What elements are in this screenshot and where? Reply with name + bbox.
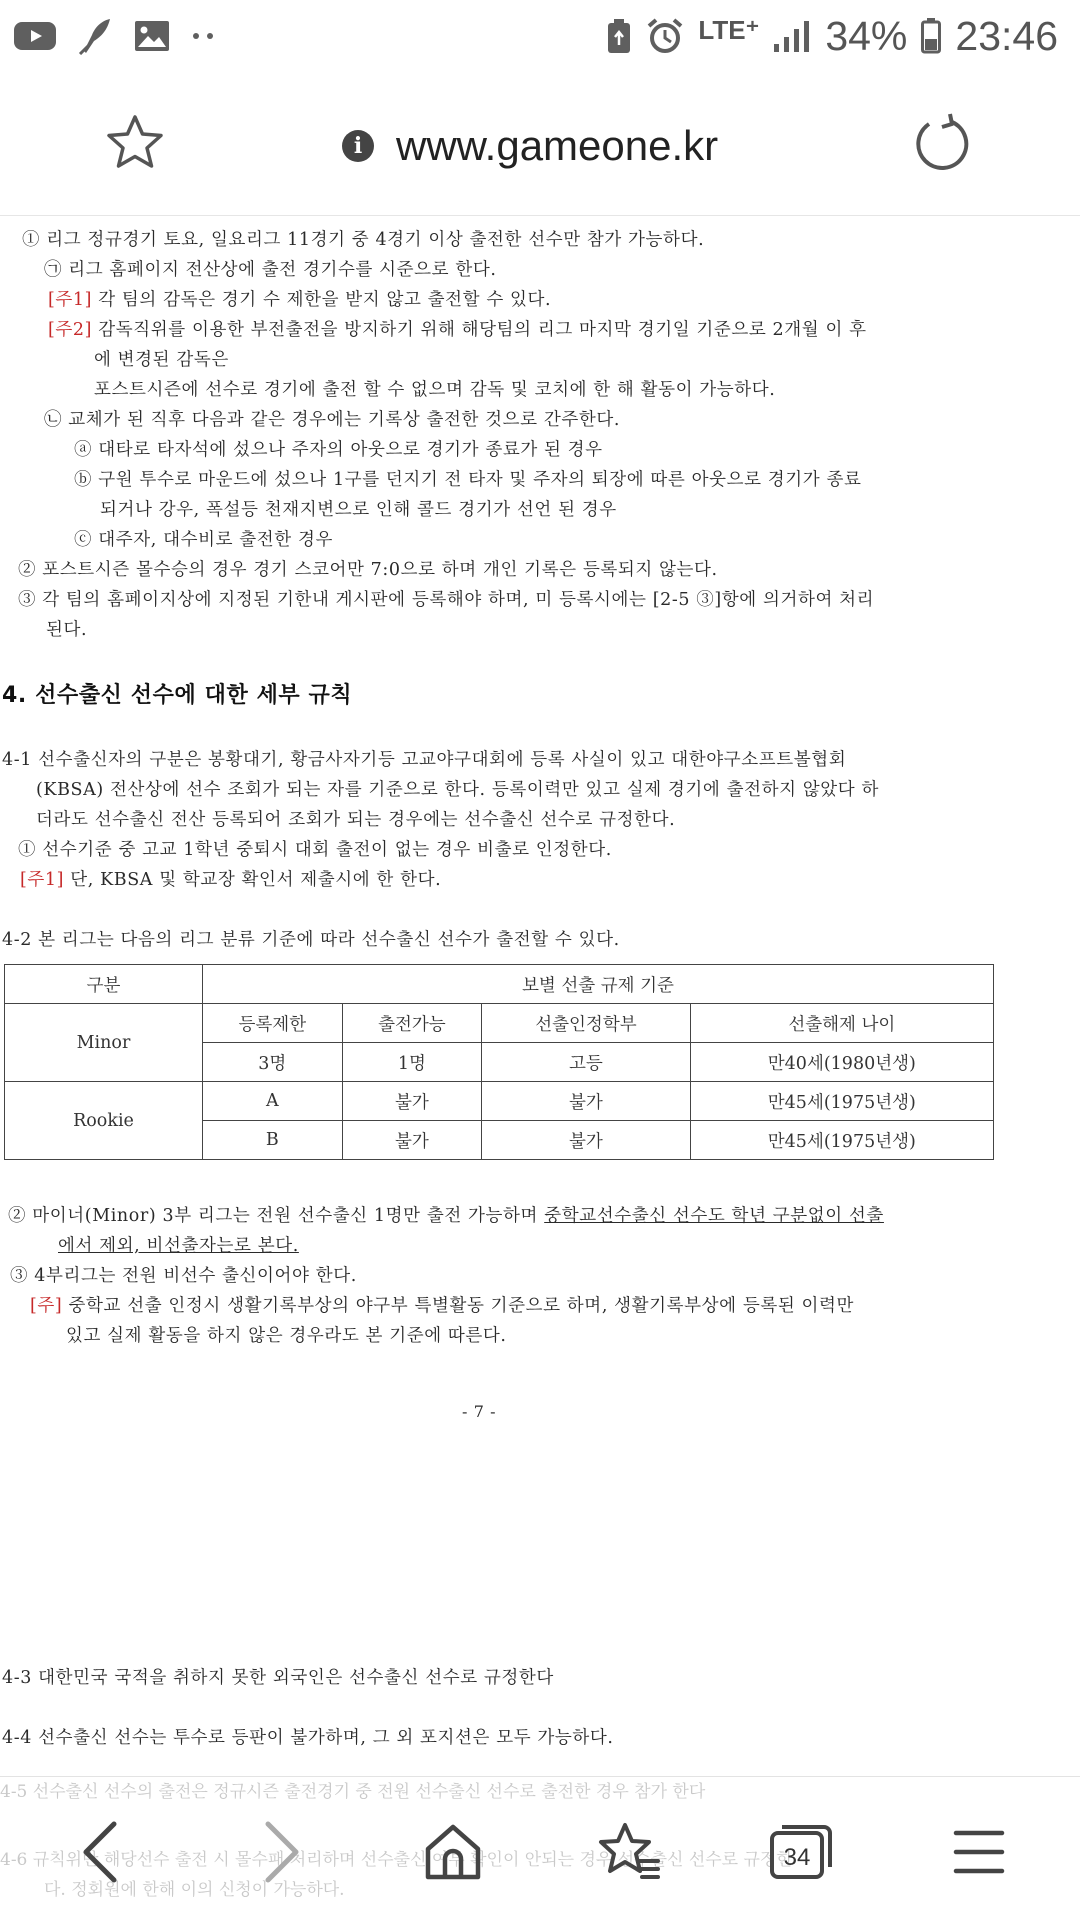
table-cell: 만45세(1975년생): [690, 1082, 993, 1121]
tab-count: 34: [783, 1844, 811, 1871]
table-row-label: Rookie: [5, 1082, 203, 1160]
doc-line: 된다.: [46, 620, 88, 640]
doc-line: 4-4 선수출신 선수는 투수로 등판이 불가하며, 그 외 포지션은 모두 가능하다.: [2, 1728, 614, 1748]
doc-line: [48, 316, 867, 341]
battery-icon: [921, 18, 941, 54]
battery-saver-icon: [606, 17, 632, 55]
doc-line: 되거나 강우, 폭설등 천재지변으로 인해 콜드 경기가 선언 된 경우: [100, 500, 617, 520]
note-tag: [주1]: [20, 870, 65, 890]
doc-line: ⓑ 구원 투수로 마운드에 섰으나 1구를 던지기 전 타자 및 주자의 퇴장에 따른 아웃으로 경기가 종료: [74, 470, 862, 490]
doc-line: ㉠ 리그 홈페이지 전산상에 출전 경기수를 시준으로 한다.: [44, 260, 497, 280]
doc-line: 더라도 선수출신 전산 등록되어 조회가 되는 경우에는 선수출신 선수로 규정한다.: [36, 810, 676, 830]
home-icon[interactable]: [418, 1817, 488, 1887]
info-icon[interactable]: i: [342, 130, 374, 162]
table-cell: 불가: [482, 1121, 690, 1160]
note-tag: [주2]: [48, 320, 93, 340]
quill-icon: [78, 17, 112, 55]
browser-bottom-nav: [0, 1776, 1080, 1921]
table-cell: 1명: [342, 1043, 482, 1082]
table-row: [5, 1082, 994, 1121]
bookmarks-icon[interactable]: [594, 1817, 664, 1887]
forward-icon[interactable]: [246, 1817, 316, 1887]
table-row: [5, 965, 994, 1004]
league-rules-table: [4, 964, 994, 1160]
table-header-cell: 선출해제 나이: [690, 1004, 993, 1043]
doc-line-text: 각 팀의 감독은 경기 수 제한을 받지 않고 출전할 수 있다.: [92, 290, 552, 310]
faded-doc-line: 4-6 규칙위반 해당선수 출전 시 몰수패 처리하며 선수출신 여부 확인이 안되는 경우 선수출신 선수로 규정한: [0, 1850, 793, 1870]
table-header-cell: 보별 선출 규제 기준: [203, 965, 994, 1004]
table-cell: 불가: [482, 1082, 690, 1121]
doc-line: ⓒ 대주자, 대수비로 출전한 경우: [74, 530, 333, 550]
table-cell: 만40세(1980년생): [690, 1043, 993, 1082]
doc-line-text: ② 마이너(Minor) 3부 리그는 전원 선수출신 1명만 출전 가능하며: [8, 1206, 545, 1226]
doc-line: 4-3 대한민국 국적을 취하지 못한 외국인은 선수출신 선수로 규정한다: [2, 1668, 554, 1688]
reload-icon[interactable]: [912, 112, 974, 178]
doc-line: [8, 1202, 884, 1227]
notification-icons: [14, 17, 216, 55]
browser-toolbar: [0, 72, 1080, 216]
table-cell: 만45세(1975년생): [690, 1121, 993, 1160]
doc-line: ① 리그 정규경기 토요, 일요리그 11경기 중 4경기 이상 출전한 선수만 참가 가능하다.: [22, 230, 705, 250]
url-text[interactable]: www.gameone.kr: [396, 122, 719, 169]
battery-percent: 34%: [825, 12, 908, 59]
note-tag: [주1]: [48, 290, 93, 310]
table-header-cell: 등록제한: [203, 1004, 343, 1043]
doc-line: 에서 제외, 비선출자는로 본다.: [58, 1236, 299, 1256]
doc-line: 있고 실제 활동을 하지 않은 경우라도 본 기준에 따른다.: [66, 1326, 507, 1346]
signal-icon: [773, 18, 811, 54]
doc-line: ③ 4부리그는 전원 비선수 출신이어야 한다.: [10, 1266, 357, 1286]
table-cell: 불가: [342, 1082, 482, 1121]
doc-line: 4-2 본 리그는 다음의 리그 분류 기준에 따라 선수출신 선수가 출전할 수 있다.: [2, 930, 620, 950]
tabs-icon[interactable]: [766, 1817, 836, 1887]
doc-line: 포스트시즌에 선수로 경기에 출전 할 수 없으며 감독 및 코치에 한 해 활동이 가능하다.: [94, 380, 776, 400]
doc-line: ㉡ 교체가 된 직후 다음과 같은 경우에는 기록상 출전한 것으로 간주한다.: [44, 410, 621, 430]
doc-line: 에 변경된 감독은: [94, 350, 229, 370]
table-cell: 불가: [342, 1121, 482, 1160]
lte-icon: LTE⁺: [698, 14, 760, 45]
doc-line: ⓐ 대타로 타자석에 섰으나 주자의 아웃으로 경기가 종료가 된 경우: [74, 440, 603, 460]
youtube-icon: [14, 20, 56, 52]
table-header-cell: 선출인정학부: [482, 1004, 690, 1043]
section-heading: 4. 선수출신 선수에 대한 세부 규칙: [2, 683, 353, 708]
bookmark-star-icon[interactable]: [104, 112, 166, 178]
table-row-label: Minor: [5, 1004, 203, 1082]
status-bar: [0, 0, 1080, 72]
doc-line: 4-1 선수출신자의 구분은 봉황대기, 황금사자기등 고교야구대회에 등록 사실이 있고 대한야구소프트볼협회: [2, 750, 847, 770]
doc-line: (KBSA) 전산상에 선수 조회가 되는 자를 기준으로 한다. 등록이력만 있고 실제 경기에 출전하지 않았다 하: [36, 780, 879, 800]
doc-line-underlined: 중학교선수출신 선수도 학년 구분없이 선출: [544, 1206, 884, 1226]
doc-line-text: 단, KBSA 및 학교장 확인서 제출시에 한 한다.: [64, 870, 442, 890]
page-number: - 7 -: [462, 1402, 497, 1421]
table-cell: B: [203, 1121, 343, 1160]
back-icon[interactable]: [66, 1817, 136, 1887]
more-dots-icon: [192, 32, 216, 40]
system-icons: [606, 13, 1058, 60]
table-cell: 3명: [203, 1043, 343, 1082]
table-header-cell: 출전가능: [342, 1004, 482, 1043]
table-header-cell: 구분: [5, 965, 203, 1004]
doc-line: ② 포스트시즌 몰수승의 경우 경기 스코어만 7:0으로 하며 개인 기록은 등록되지 않는다.: [18, 560, 718, 580]
note-tag: [주]: [30, 1296, 63, 1316]
alarm-icon: [646, 17, 684, 55]
table-cell: A: [203, 1082, 343, 1121]
faded-doc-line: 다. 정회원에 한해 이의 신청이 가능하다.: [44, 1880, 345, 1900]
doc-line: ③ 각 팀의 홈페이지상에 지정된 기한내 게시판에 등록해야 하며, 미 등록시에는 [2-5 ③]항에 의거하여 처리: [18, 590, 875, 610]
doc-line-text: 중학교 선출 인정시 생활기록부상의 야구부 특별활동 기준으로 하며, 생활기록부상에 등록된 이력만: [62, 1296, 855, 1316]
faded-doc-line: 4-5 선수출신 선수의 출전은 정규시즌 출전경기 중 전원 선수출신 선수로 출전한 경우 참가 한다: [0, 1782, 706, 1802]
doc-line: [30, 1292, 854, 1317]
clock: 23:46: [955, 12, 1058, 59]
doc-line: [48, 286, 551, 311]
image-icon: [134, 20, 170, 52]
address-bar[interactable]: [342, 122, 718, 170]
menu-icon[interactable]: [944, 1817, 1014, 1887]
doc-line-text: 감독직위를 이용한 부전출전을 방지하기 위해 해당팀의 리그 마지막 경기일 기준으로 2개월 이 후: [92, 320, 867, 340]
document-page: [0, 216, 1080, 1776]
doc-line: ① 선수기준 중 고교 1학년 중퇴시 대회 출전이 없는 경우 비출로 인정한다.: [18, 840, 612, 860]
table-cell: 고등: [482, 1043, 690, 1082]
table-row: [5, 1004, 994, 1043]
doc-line: [20, 866, 441, 891]
